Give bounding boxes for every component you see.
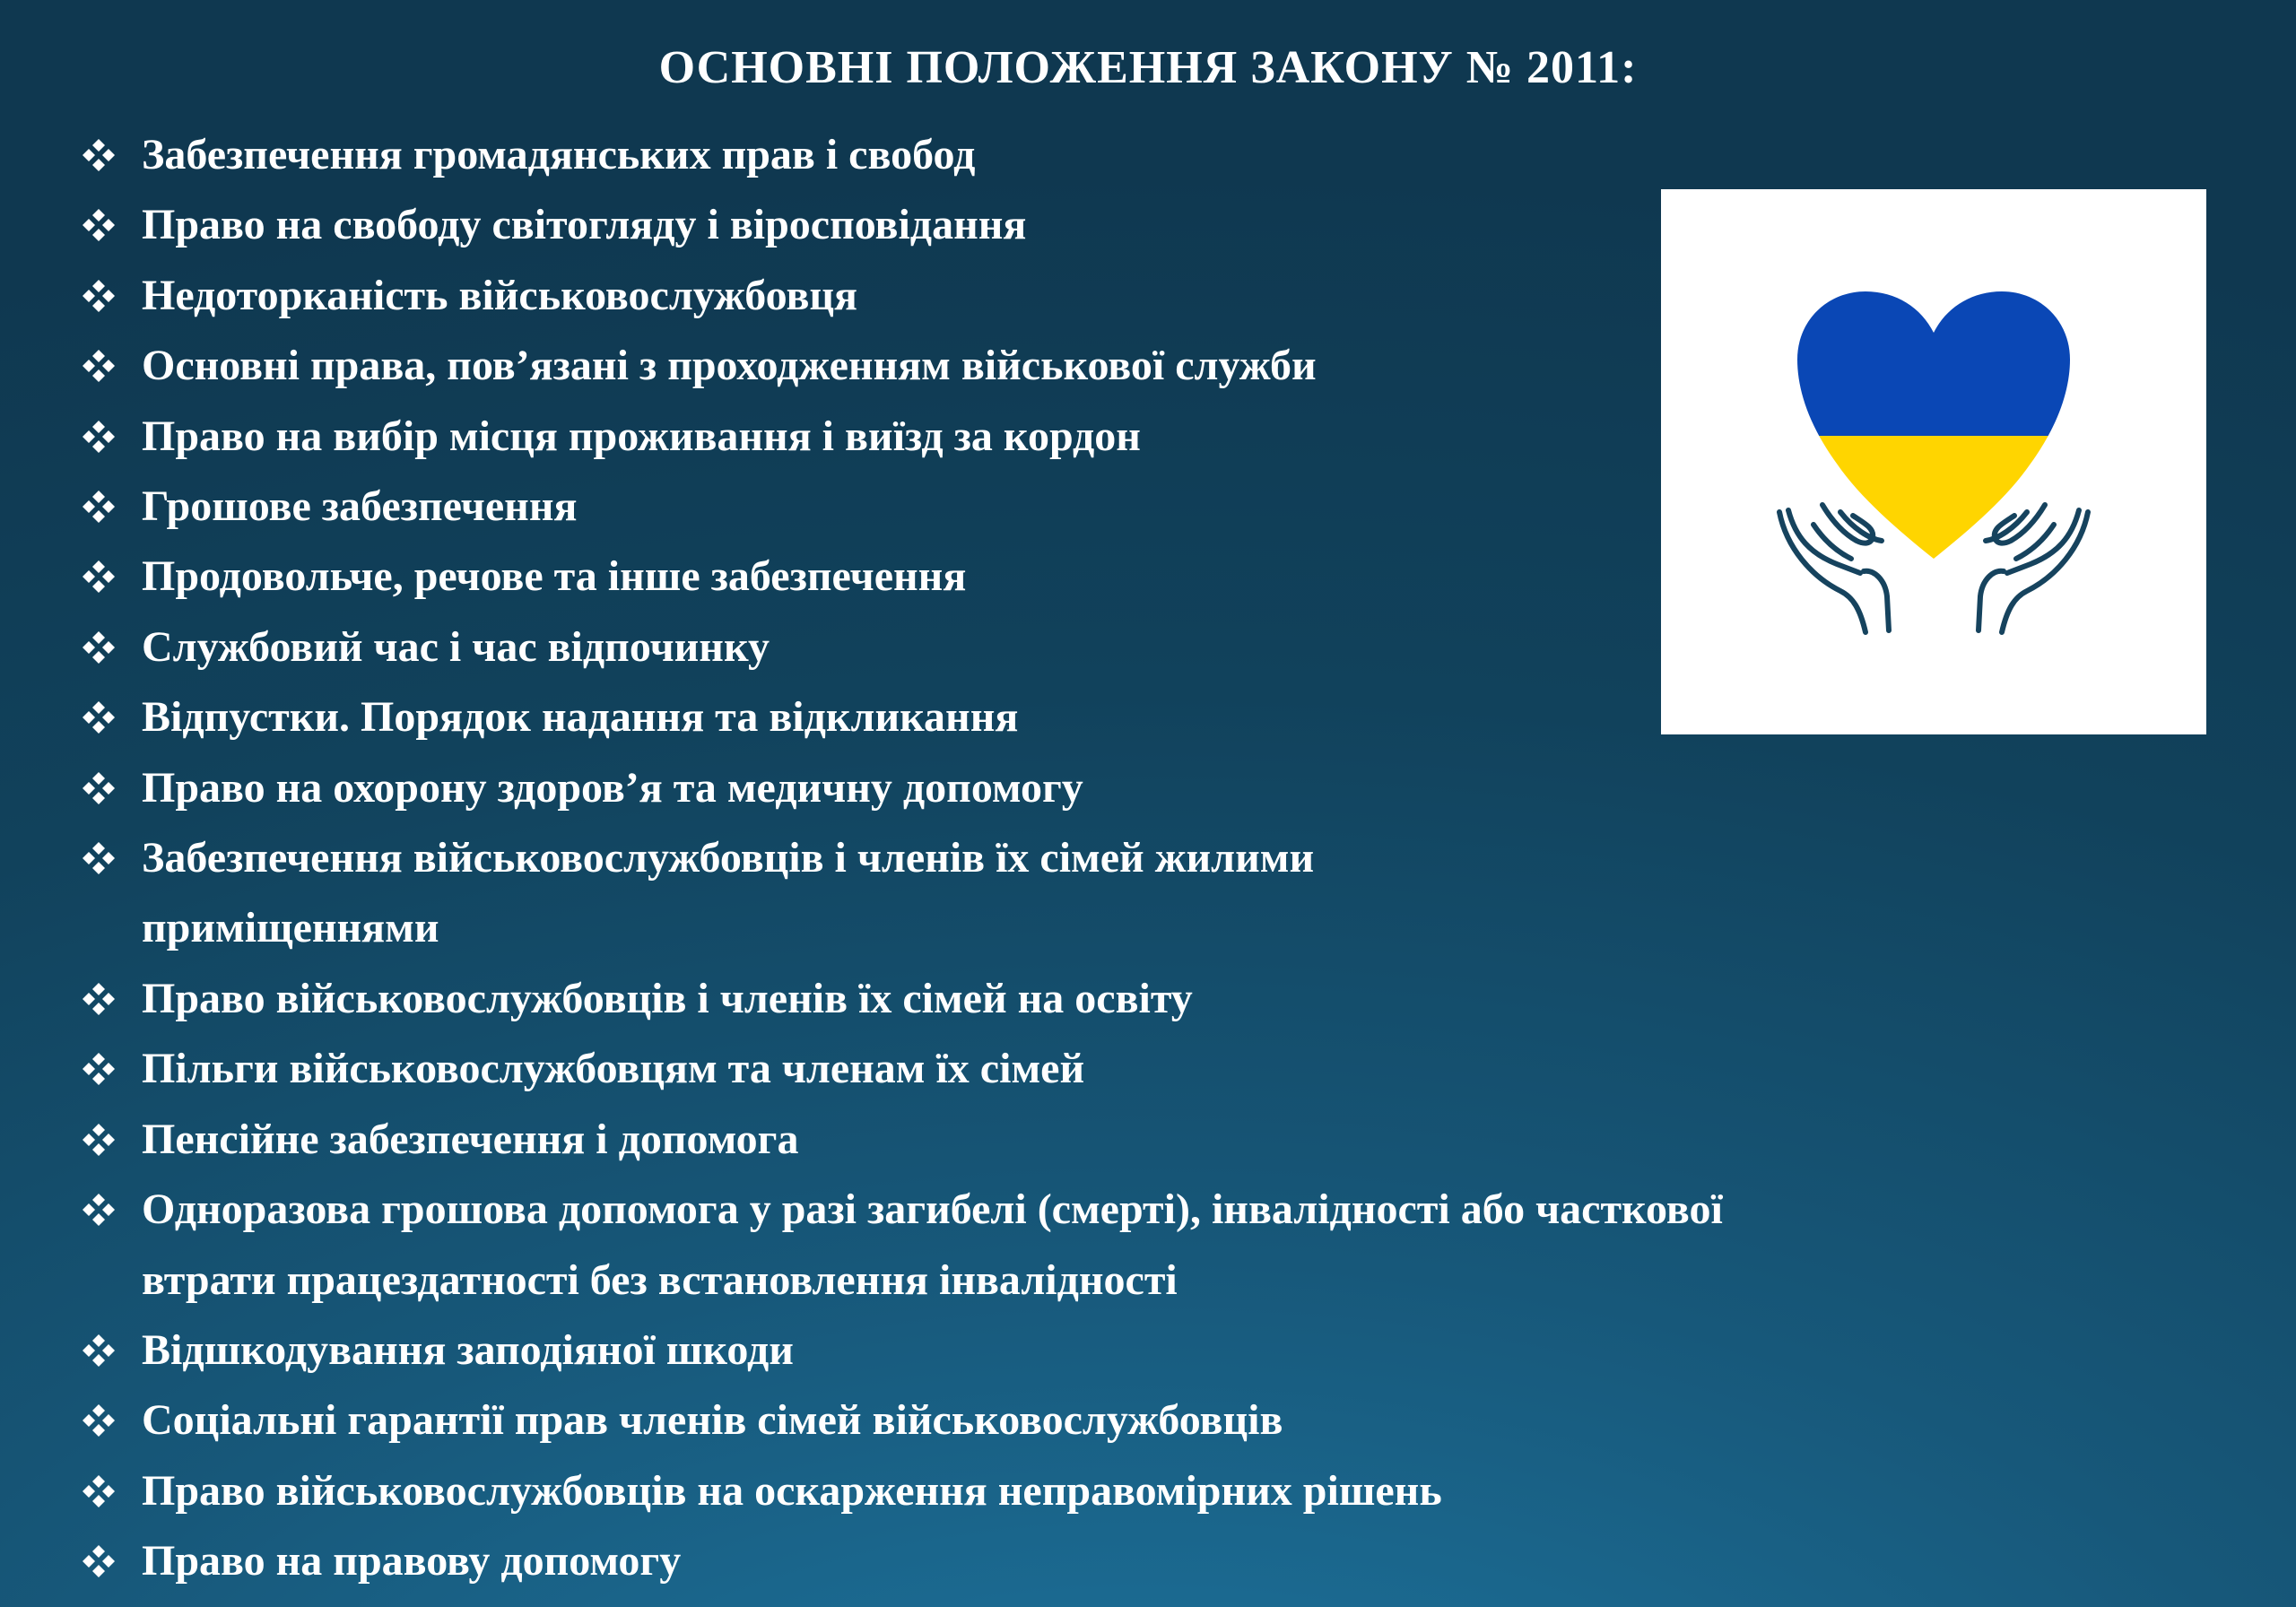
list-item xyxy=(81,190,1740,260)
list-item-text: Пенсійне забезпечення і допомога xyxy=(142,1115,799,1163)
list-item xyxy=(81,1385,1740,1455)
four-diamond-bullet-icon xyxy=(81,1473,117,1509)
list-item-text: Право на правову допомогу xyxy=(142,1537,682,1585)
list-item-text: Основні права, пов’язані з проходженням військової служби xyxy=(142,342,1317,390)
list-item xyxy=(81,964,1740,1034)
list-item-text: Право військовослужбовців на оскарження неправомірних рішень xyxy=(142,1466,1442,1515)
heart-yellow-half xyxy=(1787,436,2083,570)
list-item-text: Відпустки. Порядок надання та відкликання xyxy=(142,693,1019,742)
list-item-text: Відшкодування заподіяної шкоди xyxy=(142,1325,794,1374)
list-item xyxy=(81,261,1740,331)
four-diamond-bullet-icon xyxy=(81,840,117,876)
list-item xyxy=(81,331,1740,401)
four-diamond-bullet-icon xyxy=(81,1192,117,1228)
list-item-text: Грошове забезпечення xyxy=(142,482,578,531)
four-diamond-bullet-icon xyxy=(81,137,117,173)
list-item-text: Право військовослужбовців і членів їх сімей на освіту xyxy=(142,974,1193,1022)
illustration-card xyxy=(1661,189,2206,734)
four-diamond-bullet-icon xyxy=(81,1543,117,1579)
list-item-text: Забезпечення військовослужбовців і членів їх сімей жилими приміщеннями xyxy=(142,834,1315,952)
list-item xyxy=(81,402,1740,472)
four-diamond-bullet-icon xyxy=(81,770,117,806)
four-diamond-bullet-icon xyxy=(81,559,117,595)
list-item-text: Недоторканість військовослужбовця xyxy=(142,271,857,319)
list-item xyxy=(81,1105,1740,1175)
four-diamond-bullet-icon xyxy=(81,419,117,455)
list-item xyxy=(81,682,1740,752)
list-item xyxy=(81,1175,1801,1316)
list-item xyxy=(81,120,1740,190)
list-item xyxy=(81,753,1740,823)
list-item xyxy=(81,1456,1740,1526)
list-item xyxy=(81,1526,1740,1596)
four-diamond-bullet-icon xyxy=(81,278,117,314)
list-item xyxy=(81,542,1740,612)
list-item xyxy=(81,823,1577,964)
list-item-text: Продовольче, речове та інше забезпечення xyxy=(142,552,967,601)
list-item xyxy=(81,1034,1740,1104)
four-diamond-bullet-icon xyxy=(81,1051,117,1087)
four-diamond-bullet-icon xyxy=(81,348,117,384)
list-item-text: Пільги військовослужбовцям та членам їх сімей xyxy=(142,1045,1085,1093)
four-diamond-bullet-icon xyxy=(81,981,117,1017)
list-item xyxy=(81,472,1740,542)
four-diamond-bullet-icon xyxy=(81,630,117,665)
list-item-text: Право на вибір місця проживання і виїзд за кордон xyxy=(142,412,1141,460)
four-diamond-bullet-icon xyxy=(81,1333,117,1368)
four-diamond-bullet-icon xyxy=(81,489,117,525)
ukrainian-heart-in-hands-icon xyxy=(1661,189,2206,734)
list-item-text: Одноразова грошова допомога у разі загибелі (смерті), інвалідності або часткової втрати працездатності без встановлення інвалідності xyxy=(142,1186,1723,1304)
heart-blue-half xyxy=(1787,279,2083,436)
list-item xyxy=(81,612,1740,682)
four-diamond-bullet-icon xyxy=(81,207,117,243)
list-item xyxy=(81,1316,1740,1385)
four-diamond-bullet-icon xyxy=(81,1403,117,1438)
list-item-text: Службовий час і час відпочинку xyxy=(142,622,770,671)
provisions-list xyxy=(81,120,1740,1597)
four-diamond-bullet-icon xyxy=(81,1122,117,1158)
list-item-text: Право на охорону здоров’я та медичну допомогу xyxy=(142,763,1083,812)
list-item-text: Соціальні гарантії прав членів сімей військовослужбовців xyxy=(142,1396,1283,1445)
slide-title: ОСНОВНІ ПОЛОЖЕННЯ ЗАКОНУ № 2011: xyxy=(658,42,1638,93)
list-item-text: Забезпечення громадянських прав і свобод xyxy=(142,131,976,178)
four-diamond-bullet-icon xyxy=(81,699,117,735)
list-item-text: Право на свободу світогляду і віросповідання xyxy=(142,201,1027,249)
